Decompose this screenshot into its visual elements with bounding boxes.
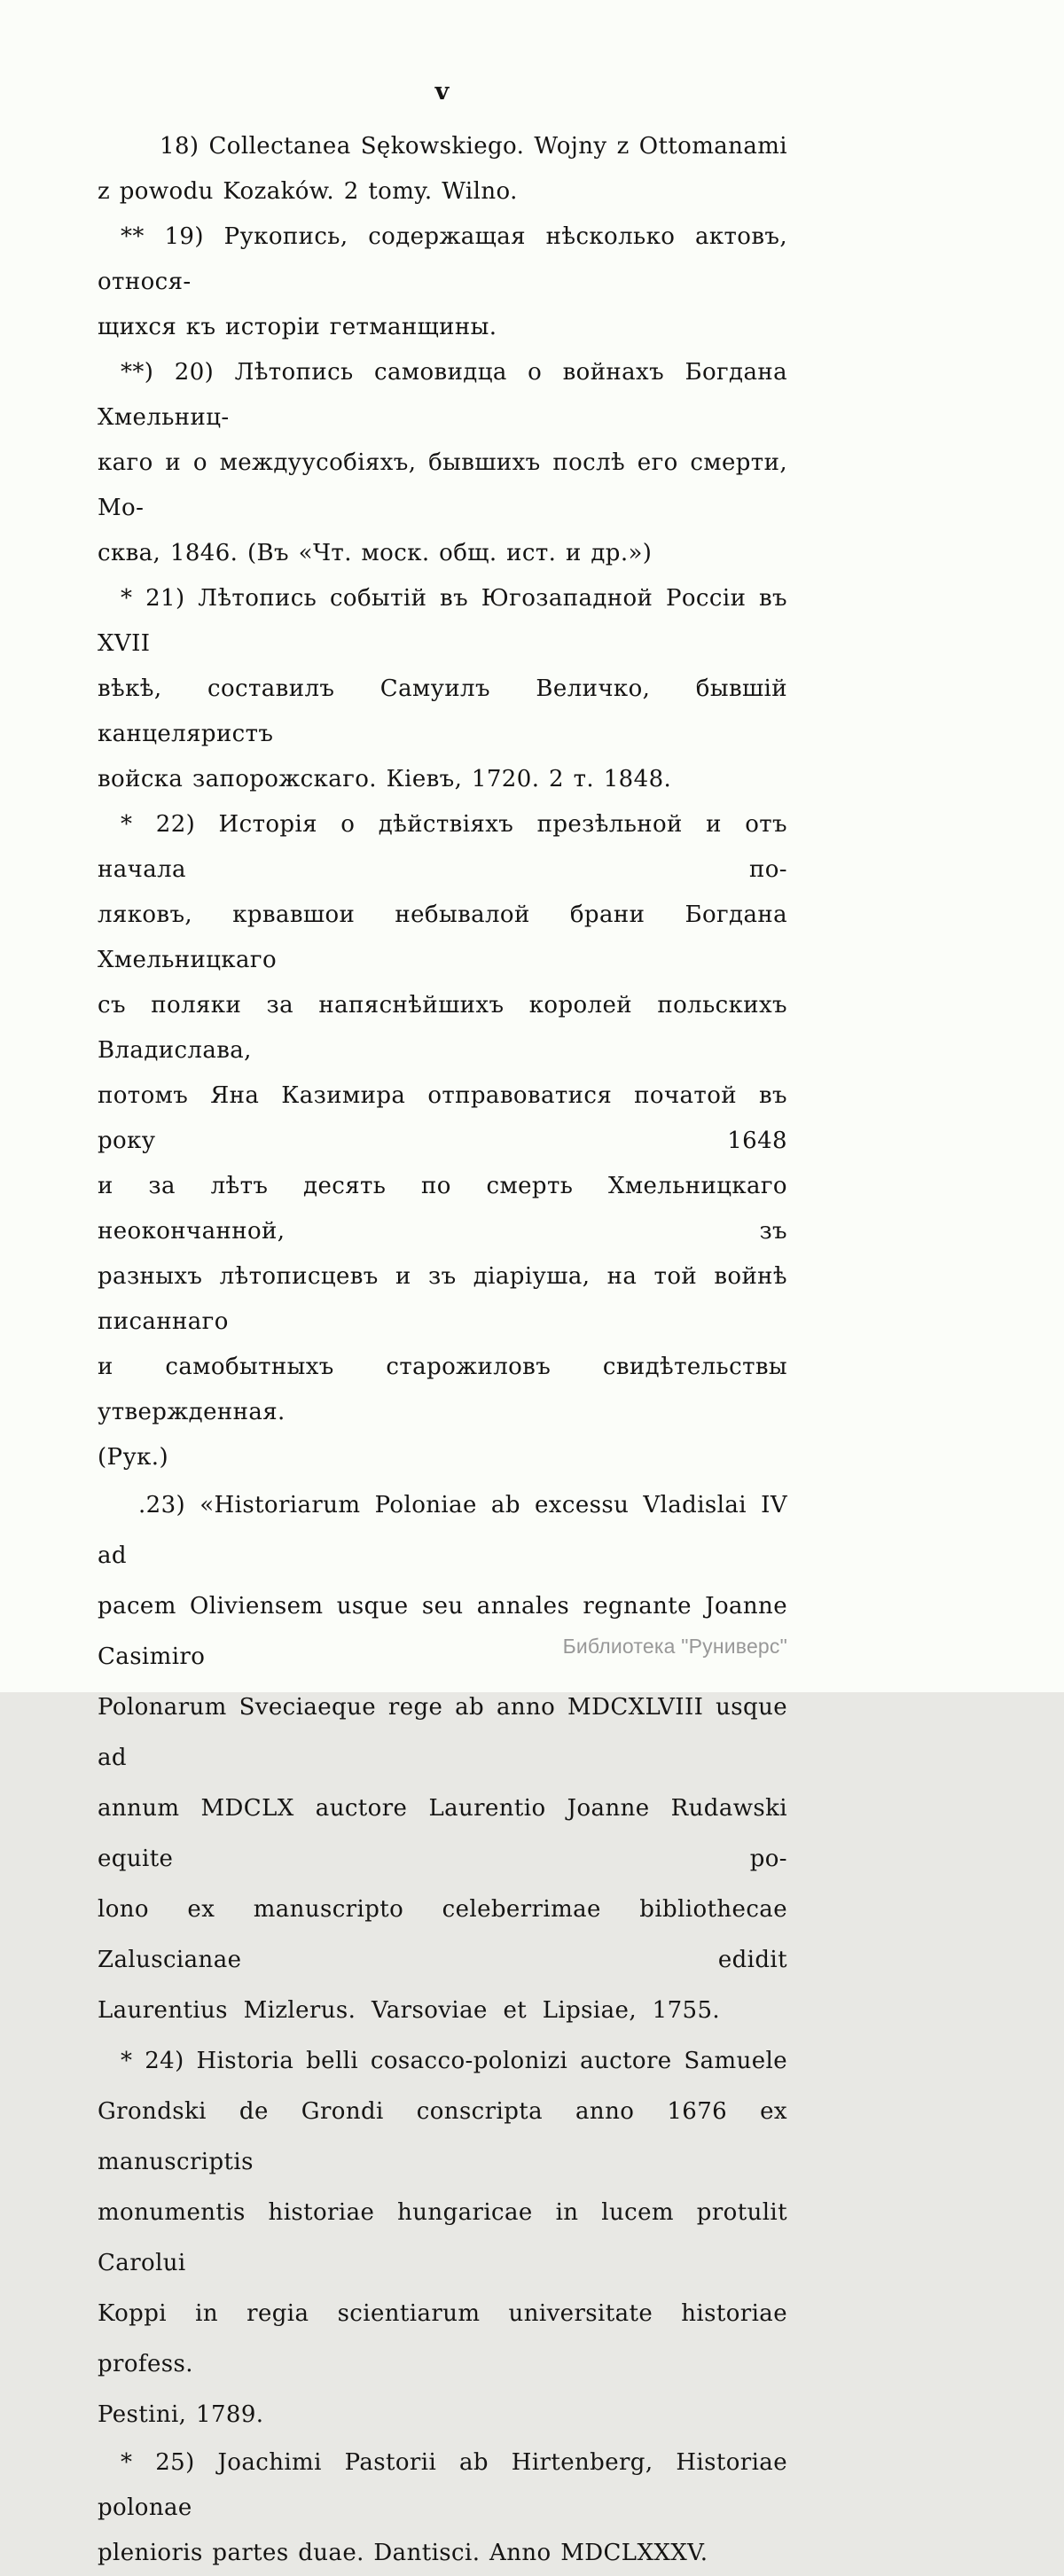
text-line: разныхъ лѣтописцевъ и зъ діаріуша, на той войнѣ писаннаго	[98, 1263, 787, 1335]
text-line: Laurentius Mizlerus. Varsoviae et Lipsiae, 1755.	[98, 1997, 721, 2024]
text-line: z powodu Kozaków. 2 tomy. Wilno.	[98, 178, 518, 205]
bib-entry-24	[98, 2036, 787, 2440]
library-watermark: Библиотека "Руниверс"	[562, 1635, 787, 1658]
text-line: Koppi in regia scientiarum universitate historiae profess.	[98, 2300, 787, 2377]
text-line: съ поляки за напяснѣйшихъ королей польскихъ Владислава,	[98, 992, 787, 1064]
text-line: и самобытныхъ старожиловъ свидѣтельствы утвержденная.	[98, 1354, 787, 1425]
text-line: щихся къ исторіи гетманщины.	[98, 314, 497, 340]
text-line: Polonarum Sveciaeque rege ab anno MDCXLVIII usque ad	[98, 1694, 787, 1771]
text-line: потомъ Яна Казимира отправоватися початой въ року 1648	[98, 1082, 787, 1154]
text-line: сква, 1846. (Въ «Чт. моск. общ. ист. и др.»)	[98, 540, 653, 566]
text-line: pacem Oliviensem usque seu annales regnante Joanne Casimiro	[98, 1593, 787, 1670]
bib-entry-18	[98, 124, 787, 215]
bib-entry-23	[98, 1480, 787, 2036]
text-line: 18) Collectanea Sękowskiego. Wojny z Ottomanami	[160, 133, 787, 160]
text-line: * 24) Historia belli cosacco-polonizi auctore Samuele	[121, 2048, 787, 2074]
text-line: * 22) Исторія о дѣйствіяхъ презѣльной и отъ начала по-	[98, 811, 787, 883]
text-line: (Рук.)	[98, 1444, 168, 1471]
text-line: войска запорожскаго. Кіевъ, 1720. 2 т. 1848.	[98, 766, 672, 792]
text-line: lono ex manuscripto celeberrimae bibliothecae Zaluscianae edidit	[98, 1896, 787, 1973]
text-line: **) 20) Лѣтопись самовидца о войнахъ Богдана Хмельниц-	[98, 359, 787, 431]
text-line: Pestini, 1789.	[98, 2401, 264, 2428]
bib-entry-22	[98, 802, 787, 1480]
text-line: .23) «Historiarum Poloniae ab excessu Vladislai IV ad	[98, 1492, 787, 1569]
bib-entry-20	[98, 350, 787, 576]
text-line: вѣкѣ, составилъ Самуилъ Величко, бывшій канцеляристъ	[98, 675, 787, 747]
text-line: ляковъ, крвавшои небывалой брани Богдана Хмельницкаго	[98, 902, 787, 973]
page-number: v	[434, 78, 450, 105]
text-line: * 21) Лѣтопись событій въ Югозападной Россіи въ XVII	[98, 585, 787, 657]
bib-entry-21	[98, 576, 787, 802]
text-line: annum MDCLX auctore Laurentio Joanne Rudawski equite po-	[98, 1795, 787, 1872]
text-line: и за лѣтъ десять по смерть Хмельницкаго неокончанной, зъ	[98, 1173, 787, 1245]
text-line: monumentis historiae hungaricae in lucem protulit Carolui	[98, 2199, 787, 2276]
text-line: ** 19) Рукопись, содержащая нѣсколько актовъ, относя-	[98, 223, 787, 295]
bib-entry-25	[98, 2440, 787, 2576]
text-line: каго и о междуусобіяхъ, бывшихъ послѣ его смерти, Мо-	[98, 449, 787, 521]
bib-entry-19	[98, 215, 787, 350]
text-line: Grondski de Grondi conscripta anno 1676 ex manuscriptis	[98, 2098, 787, 2175]
text-line: plenioris partes duae. Dantisci. Anno MDCLXXXV.	[98, 2540, 708, 2566]
text-line: * 25) Joachimi Pastorii ab Hirtenberg, Historiae polonae	[98, 2449, 787, 2521]
bibliography-text-block	[98, 124, 787, 2576]
